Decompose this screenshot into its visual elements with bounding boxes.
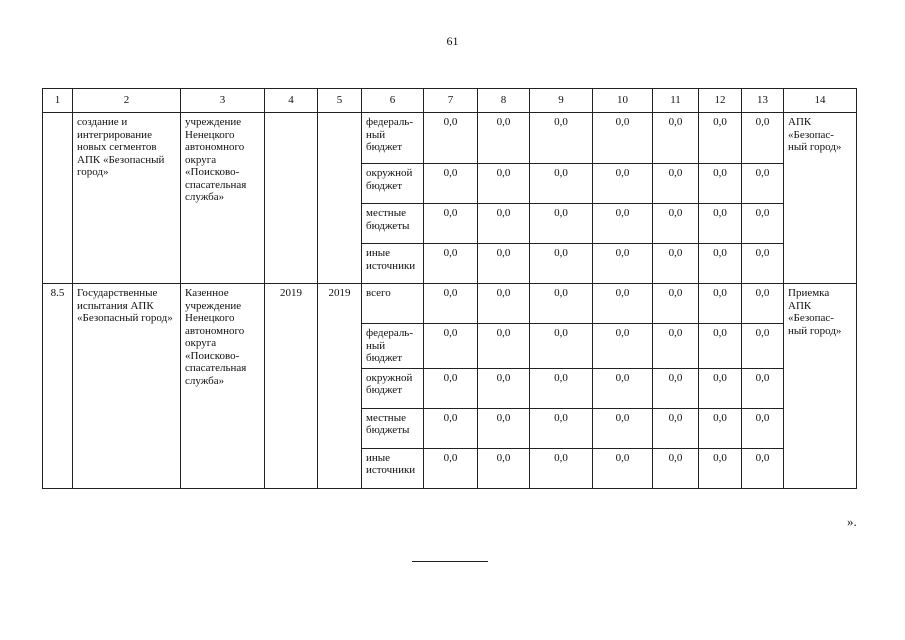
funding-source-cell: федераль-ный бюджет bbox=[362, 324, 424, 369]
value-cell: 0,0 bbox=[530, 368, 593, 408]
value-cell: 0,0 bbox=[699, 324, 742, 369]
value-cell: 0,0 bbox=[530, 244, 593, 284]
value-cell: 0,0 bbox=[530, 448, 593, 488]
header-cell: 12 bbox=[699, 89, 742, 113]
table-row bbox=[43, 113, 857, 164]
end-year-cell bbox=[318, 113, 362, 284]
value-cell: 0,0 bbox=[742, 204, 784, 244]
start-year-cell: 2019 bbox=[265, 284, 318, 489]
funding-source-cell: иные источники bbox=[362, 448, 424, 488]
value-cell: 0,0 bbox=[593, 244, 653, 284]
value-cell: 0,0 bbox=[478, 324, 530, 369]
value-cell: 0,0 bbox=[424, 113, 478, 164]
value-cell: 0,0 bbox=[653, 244, 699, 284]
value-cell: 0,0 bbox=[699, 204, 742, 244]
funding-source-cell: окружной бюджет bbox=[362, 368, 424, 408]
value-cell: 0,0 bbox=[478, 368, 530, 408]
value-cell: 0,0 bbox=[593, 448, 653, 488]
value-cell: 0,0 bbox=[742, 324, 784, 369]
value-cell: 0,0 bbox=[653, 324, 699, 369]
value-cell: 0,0 bbox=[653, 204, 699, 244]
result-cell: Приемка АПК «Безопас-ный город» bbox=[784, 284, 857, 489]
start-year-cell bbox=[265, 113, 318, 284]
value-cell: 0,0 bbox=[653, 448, 699, 488]
header-cell: 14 bbox=[784, 89, 857, 113]
value-cell: 0,0 bbox=[593, 113, 653, 164]
value-cell: 0,0 bbox=[653, 284, 699, 324]
value-cell: 0,0 bbox=[699, 448, 742, 488]
value-cell: 0,0 bbox=[478, 164, 530, 204]
value-cell: 0,0 bbox=[478, 448, 530, 488]
value-cell: 0,0 bbox=[424, 408, 478, 448]
value-cell: 0,0 bbox=[742, 284, 784, 324]
header-cell: 5 bbox=[318, 89, 362, 113]
row-number-cell bbox=[43, 113, 73, 284]
value-cell: 0,0 bbox=[478, 204, 530, 244]
value-cell: 0,0 bbox=[699, 368, 742, 408]
value-cell: 0,0 bbox=[742, 113, 784, 164]
value-cell: 0,0 bbox=[478, 408, 530, 448]
value-cell: 0,0 bbox=[653, 368, 699, 408]
value-cell: 0,0 bbox=[530, 113, 593, 164]
value-cell: 0,0 bbox=[699, 164, 742, 204]
result-cell: АПК «Безопас-ный город» bbox=[784, 113, 857, 284]
budget-table bbox=[42, 88, 857, 489]
executor-cell: учреждение Ненецкого автономного округа «Поисково-спасательная служба» bbox=[181, 113, 265, 284]
row-number-cell: 8.5 bbox=[43, 284, 73, 489]
header-cell: 6 bbox=[362, 89, 424, 113]
value-cell: 0,0 bbox=[478, 284, 530, 324]
value-cell: 0,0 bbox=[742, 164, 784, 204]
value-cell: 0,0 bbox=[742, 244, 784, 284]
value-cell: 0,0 bbox=[699, 284, 742, 324]
header-cell: 10 bbox=[593, 89, 653, 113]
value-cell: 0,0 bbox=[530, 408, 593, 448]
event-name-cell: создание и интегрирование новых сегментов АПК «Безопасный город» bbox=[73, 113, 181, 284]
footnote-separator-line bbox=[412, 561, 488, 562]
value-cell: 0,0 bbox=[530, 324, 593, 369]
value-cell: 0,0 bbox=[424, 448, 478, 488]
funding-source-cell: всего bbox=[362, 284, 424, 324]
value-cell: 0,0 bbox=[593, 204, 653, 244]
value-cell: 0,0 bbox=[424, 324, 478, 369]
value-cell: 0,0 bbox=[530, 164, 593, 204]
value-cell: 0,0 bbox=[593, 368, 653, 408]
value-cell: 0,0 bbox=[653, 164, 699, 204]
value-cell: 0,0 bbox=[424, 164, 478, 204]
value-cell: 0,0 bbox=[530, 284, 593, 324]
funding-source-cell: местные бюджеты bbox=[362, 204, 424, 244]
header-cell: 4 bbox=[265, 89, 318, 113]
header-cell: 1 bbox=[43, 89, 73, 113]
value-cell: 0,0 bbox=[593, 408, 653, 448]
value-cell: 0,0 bbox=[424, 204, 478, 244]
header-cell: 8 bbox=[478, 89, 530, 113]
value-cell: 0,0 bbox=[478, 113, 530, 164]
value-cell: 0,0 bbox=[742, 448, 784, 488]
event-name-cell: Государственные испытания АПК «Безопасный город» bbox=[73, 284, 181, 489]
header-cell: 2 bbox=[73, 89, 181, 113]
end-year-cell: 2019 bbox=[318, 284, 362, 489]
value-cell: 0,0 bbox=[742, 368, 784, 408]
header-cell: 3 bbox=[181, 89, 265, 113]
page-number: 61 bbox=[446, 34, 459, 48]
value-cell: 0,0 bbox=[424, 368, 478, 408]
value-cell: 0,0 bbox=[699, 113, 742, 164]
value-cell: 0,0 bbox=[653, 408, 699, 448]
value-cell: 0,0 bbox=[530, 204, 593, 244]
executor-cell: Казенное учреждение Ненецкого автономного округа «Поисково-спасательная служба» bbox=[181, 284, 265, 489]
value-cell: 0,0 bbox=[424, 284, 478, 324]
header-cell: 7 bbox=[424, 89, 478, 113]
value-cell: 0,0 bbox=[699, 244, 742, 284]
header-cell: 11 bbox=[653, 89, 699, 113]
funding-source-cell: местные бюджеты bbox=[362, 408, 424, 448]
funding-source-cell: иные источники bbox=[362, 244, 424, 284]
value-cell: 0,0 bbox=[593, 284, 653, 324]
header-cell: 9 bbox=[530, 89, 593, 113]
table-row bbox=[43, 284, 857, 324]
value-cell: 0,0 bbox=[478, 244, 530, 284]
funding-source-cell: окружной бюджет bbox=[362, 164, 424, 204]
funding-source-cell: федераль-ный бюджет bbox=[362, 113, 424, 164]
value-cell: 0,0 bbox=[593, 324, 653, 369]
value-cell: 0,0 bbox=[424, 244, 478, 284]
header-row bbox=[43, 89, 857, 113]
closing-quote-mark: ». bbox=[847, 514, 857, 529]
value-cell: 0,0 bbox=[742, 408, 784, 448]
header-cell: 13 bbox=[742, 89, 784, 113]
value-cell: 0,0 bbox=[593, 164, 653, 204]
value-cell: 0,0 bbox=[699, 408, 742, 448]
value-cell: 0,0 bbox=[653, 113, 699, 164]
